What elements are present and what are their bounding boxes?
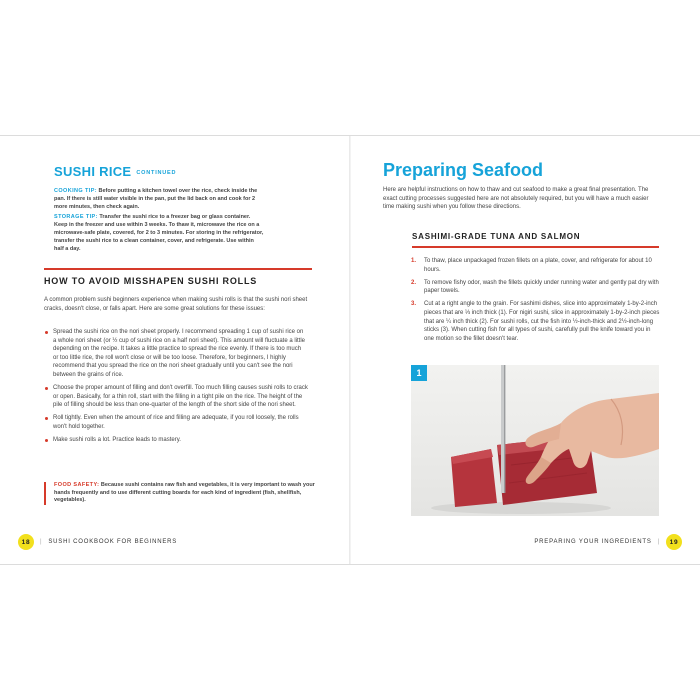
step-text: Cut at a right angle to the grain. For sashimi dishes, slice into approximately 1-by-2-inch pieces that are ⅓ inch thick (1). For nigiri sushi, slice in approximately 1-by-2-inch pieces that are ¼ inch thick (2). For sushi rolls, cut the fish into ½-inch-thick and 2½-inch-long sticks (3). When cutting fish for all types of sushi, carefully pull the knife toward you in one motion so the fillet doesn't tear. [424, 301, 660, 342]
right-footer [534, 534, 682, 550]
storage-tip [54, 213, 264, 253]
cooking-tip [54, 187, 264, 211]
continued-label: CONTINUED [136, 170, 177, 176]
heading-rule [412, 246, 659, 248]
book-spread [0, 135, 700, 565]
list-item: Roll tightly. Even when the amount of rice and filling are adequate, if you roll loosely, the rolls won't hold together. [44, 414, 308, 431]
food-safety-text: Because sushi contains raw fish and vegetables, it is very important to wash your hands frequently and to use different cutting boards for each kind of ingredient (fish, shellfish, vegetables). [54, 482, 315, 504]
left-footer [18, 534, 177, 550]
page-number: 18 [18, 534, 34, 550]
right-page [351, 136, 700, 564]
left-page [0, 136, 349, 564]
step-number: 3. [411, 301, 417, 308]
page-number: 19 [666, 534, 682, 550]
steps-list [411, 257, 661, 348]
food-safety-label: FOOD SAFETY: [54, 482, 100, 488]
storage-tip-text: Transfer the sushi rice to a freezer bag or glass container. Keep in the freezer and use within 3 weeks. To thaw it, microwave the rice on a microwave-safe plate, covered, for 2 to 3 minutes. For storing in the refrigerator, transfer the sushi rice to a clean container, cover, and refrigerate. Use within half a day. [54, 214, 264, 252]
running-head: SUSHI COOKBOOK FOR BEGINNERS [48, 539, 178, 545]
list-item [411, 279, 661, 296]
page-title: Preparing Seafood [383, 160, 544, 180]
step-number: 2. [411, 279, 417, 286]
footer-separator: | [40, 539, 43, 545]
tips-list [44, 328, 308, 449]
food-safety-note [44, 482, 324, 505]
list-item [411, 300, 661, 343]
heading-rule [44, 268, 312, 270]
step-text: To thaw, place unpackaged frozen fillets on a plate, cover, and refrigerate for about 10 hours. [424, 258, 652, 273]
tuna-illustration [411, 365, 659, 516]
rolls-heading: HOW TO AVOID MISSHAPEN SUSHI ROLLS [44, 276, 258, 286]
list-item: Make sushi rolls a lot. Practice leads to mastery. [44, 436, 308, 445]
storage-tip-label: STORAGE TIP: [54, 214, 98, 220]
tuna-salmon-heading: SASHIMI-GRADE TUNA AND SALMON [412, 232, 581, 241]
step-number: 1. [411, 258, 417, 264]
list-item [411, 257, 661, 274]
cooking-tip-label: COOKING TIP: [54, 188, 97, 194]
list-item: Choose the proper amount of filling and don't overfill. Too much filling causes sushi rolls to crack or open. Basically, for a thin roll, start with the filling in a tight pile on the rice. The height of the pile of filling should be less than one-quarter of the length of the short side of the nori sheet. [44, 384, 308, 410]
tuna-cutting-photo [411, 365, 659, 516]
cooking-tip-text: Before putting a kitchen towel over the rice, check inside the pan. If there is still water visible in the pan, put the lid back on and cook for 2 more minutes, then check again. [54, 188, 258, 210]
rolls-intro: A common problem sushi beginners experience when making sushi rolls is that the sushi nori sheet cracks, doesn't close, or falls apart. Here are some great solutions for these issues: [44, 297, 308, 312]
section-title: SUSHI RICE CONTINUED [54, 164, 177, 179]
footer-separator: | [657, 539, 660, 545]
step-text: To remove fishy odor, wash the fillets quickly under running water and gently pat dry with paper towels. [424, 279, 659, 295]
photo-step-badge: 1 [411, 365, 427, 381]
seafood-intro: Here are helpful instructions on how to thaw and cut seafood to make a great final presentation. The exact cutting processes suggested here are not absolutely required, but you will have a much easier time making sushi when you follow these directions. [383, 187, 649, 211]
running-head: PREPARING YOUR INGREDIENTS [534, 539, 652, 545]
list-item: Spread the sushi rice on the nori sheet properly. I recommend spreading 1 cup of sushi rice on a whole nori sheet (or ½ cup of sushi rice on a half nori sheet). This amount will fluctuate a little depending on the recipe. It takes a little practice to spread the rice evenly. If there is too much or too little rice, the roll won't close or will be too loose. Therefore, for beginners, I highly recommend that you spread the rice on the nori sheet gradually until you can't see the nori between the grains of rice. [44, 328, 308, 380]
